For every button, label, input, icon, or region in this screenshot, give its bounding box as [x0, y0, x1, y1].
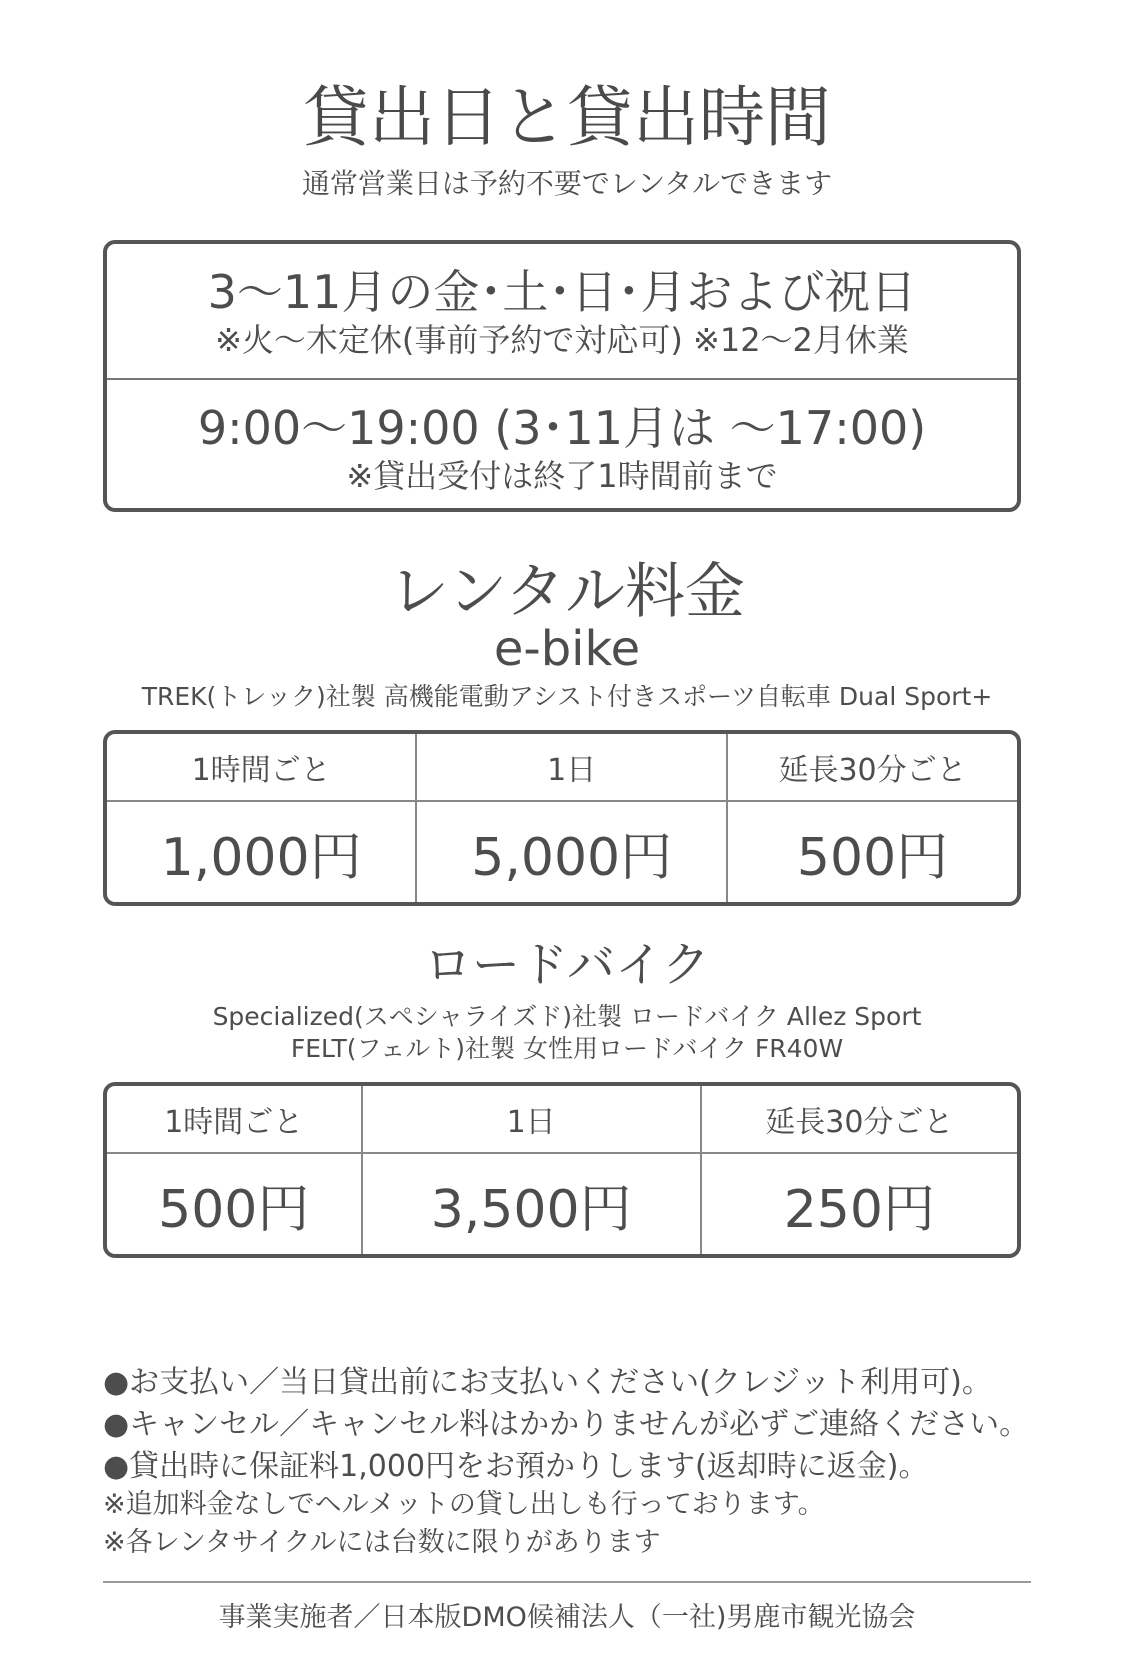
road-bike-description-1: Specialized(スペシャライズド)社製 ロードバイク Allez Sport [212, 1002, 922, 1031]
road-bike-description-2: FELT(フェルト)社製 女性用ロードバイク FR40W [290, 1034, 844, 1063]
road-price-daily: 3,500円 [362, 1153, 701, 1254]
schedule-days: 3〜11月の金･土･日･月および祝日 [207, 265, 917, 319]
road-header-extension: 延長30分ごと [701, 1086, 1017, 1153]
schedule-box [103, 240, 1021, 512]
schedule-hours-note: ※貸出受付は終了1時間前まで [346, 457, 778, 495]
ebike-header-hourly: 1時間ごと [107, 734, 416, 801]
ebike-price-daily: 5,000円 [416, 801, 727, 902]
note-deposit: ●貸出時に保証料1,000円をお預かりします(返却時に返金)。 [103, 1449, 929, 1484]
rental-fee-heading: レンタル料金 [388, 557, 746, 627]
schedule-hours: 9:00〜19:00 (3･11月は 〜17:00) [197, 401, 927, 455]
road-bike-heading: ロードバイク [423, 937, 711, 993]
ebike-description: TREK(トレック)社製 高機能電動アシスト付きスポーツ自転車 Dual Sport+ [141, 682, 993, 711]
note-payment: ●お支払い／当日貸出前にお支払いください(クレジット利用可)。 [103, 1365, 992, 1400]
road-price-hourly: 500円 [158, 1179, 310, 1240]
ebike-header-daily: 1日 [416, 734, 727, 801]
small-notes [103, 1486, 1043, 1562]
note-helmet: ※追加料金なしでヘルメットの貸し出しも行っております。 [103, 1489, 825, 1520]
road-price-extension: 250円 [701, 1153, 1017, 1254]
page-title: 貸出日と貸出時間 [303, 79, 831, 156]
payment-notes [103, 1362, 1043, 1488]
ebike-price-table [103, 730, 1021, 906]
schedule-days-section [107, 244, 1017, 380]
ebike-price-hourly: 1,000円 [160, 827, 362, 888]
page-subtitle: 通常営業日は予約不要でレンタルできます [301, 167, 833, 200]
road-header-daily: 1日 [362, 1086, 701, 1153]
ebike-price-extension: 500円 [727, 801, 1017, 902]
schedule-hours-section [107, 380, 1017, 512]
road-bike-price-table [103, 1082, 1021, 1258]
footer-organizer: 事業実施者／日本版DMO候補法人（一社)男鹿市観光協会 [218, 1602, 916, 1633]
road-header-hourly: 1時間ごと [107, 1086, 362, 1153]
divider [103, 1581, 1031, 1583]
note-cancel: ●キャンセル／キャンセル料はかかりませんが必ずご連絡ください。 [103, 1407, 1030, 1442]
note-limited: ※各レンタサイクルには台数に限りがあります [103, 1527, 661, 1558]
ebike-heading: e-bike [493, 621, 641, 677]
schedule-days-note: ※火〜木定休(事前予約で対応可) ※12〜2月休業 [215, 321, 909, 359]
ebike-header-extension: 延長30分ごと [727, 734, 1017, 801]
